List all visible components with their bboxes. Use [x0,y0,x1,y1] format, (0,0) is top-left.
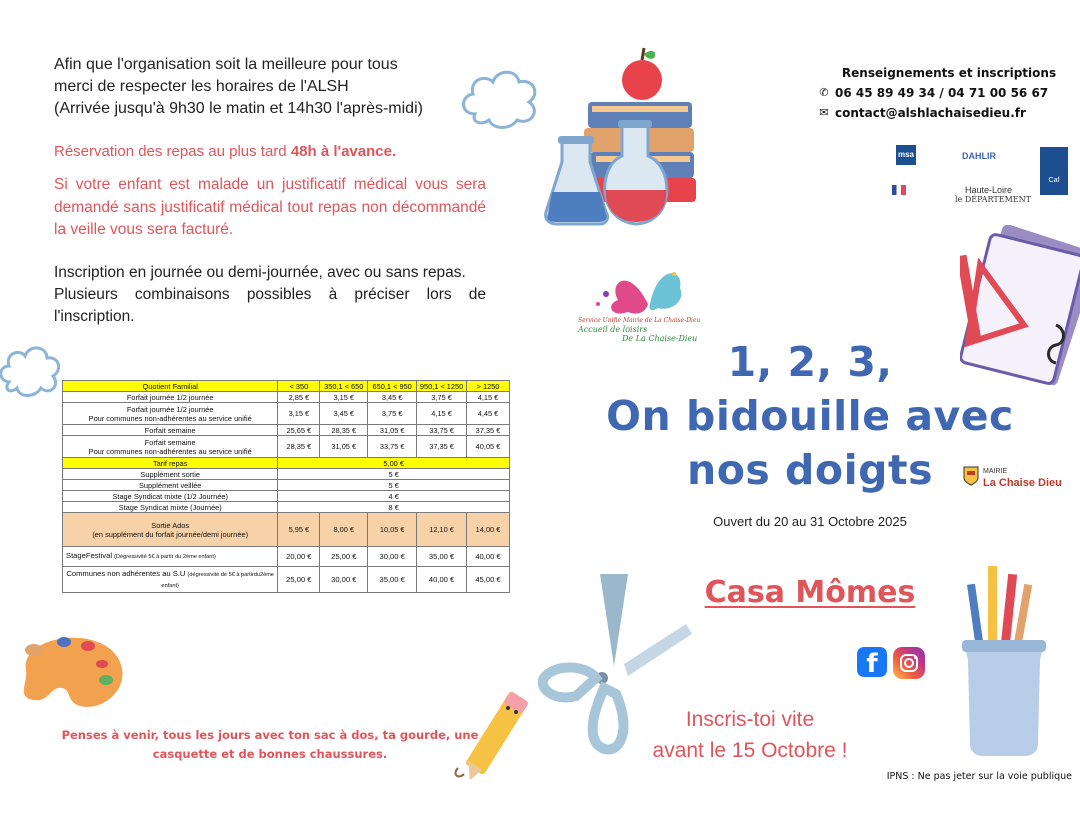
partner-logos [888,143,1073,213]
table-cell: 3,75 € [368,403,417,425]
table-header-row [63,381,510,392]
inscription-line-2: Plusieurs combinaisons possibles à préciser lors de l'inscription. [54,286,486,325]
phone-icon: ✆ [819,86,829,99]
accueil-line-1: Service Unifié Mairie de La Chaise-Dieu [578,317,701,324]
contact-email[interactable]: contact@alshlachaisedieu.fr [835,106,1026,120]
table-header-cell: 950,1 < 1250 [417,381,467,392]
contact-phone[interactable]: 06 45 89 49 34 / 04 71 00 56 67 [835,86,1049,100]
table-row-ados [63,513,510,547]
table-cell: 3,15 € [320,392,368,403]
row-label [63,567,278,593]
table-cell: 37,35 € [467,425,510,436]
dahlir-logo: DAHLIR [962,151,996,161]
row-label: Tarif repas [63,458,278,469]
table-cell: 25,00 € [278,567,320,593]
table-cell: 35,00 € [417,547,467,567]
contact-email-line [818,103,1068,123]
table-row [63,491,510,502]
table-cell: 25,00 € [320,547,368,567]
table-cell: 40,05 € [467,436,510,458]
cloud-doodle-left [0,338,65,402]
table-row [63,392,510,403]
row-label-sub: (en supplément du forfait journée/demi journée) [92,529,249,539]
paint-palette-illustration [6,630,128,712]
title-line-1: 1, 2, 3, [727,338,893,386]
caf-logo: Caf [1040,147,1068,195]
table-cell: 3,75 € [417,392,467,403]
row-label-note: (dégressivité de 5€ à partirdu2ème enfant) [161,571,274,589]
table-cell: 40,00 € [417,567,467,593]
coat-of-arms-icon [963,466,979,486]
row-label-main: Forfait semaine [144,437,196,447]
accueil-line-3: De La Chaise-Dieu [622,334,698,343]
haute-loire-logo: Haute-Loire [965,185,1013,195]
table-cell: 45,00 € [467,567,510,593]
meal-reservation-notice [54,143,486,160]
table-row-festival [63,547,510,567]
table-header-cell: 650,1 < 950 [368,381,417,392]
table-cell: 20,00 € [278,547,320,567]
table-cell: 4 € [278,491,510,502]
register-deadline [620,704,880,766]
row-label-sub: Pour communes non-adhérentes au service unifié [88,446,252,456]
inscription-line-1: Inscription en journée ou demi-journée, avec ou sans repas. [54,264,466,281]
title-line-2: On bidouille avec [606,392,1014,440]
table-cell: 8,00 € [320,513,368,547]
ipns-notice: IPNS : Ne pas jeter sur la voie publique [886,771,1072,782]
envelope-icon: ✉ [819,106,829,119]
table-header-cell: 350,1 < 650 [320,381,368,392]
table-cell: 30,00 € [368,547,417,567]
inscription-info [54,262,486,328]
register-line-2: avant le 15 Octobre ! [652,739,848,762]
register-line-1: Inscris-toi vite [685,708,815,731]
table-cell: 8 € [278,502,510,513]
contact-block [818,63,1068,123]
table-cell: 3,15 € [278,403,320,425]
table-cell: 5,00 € [278,458,510,469]
row-label-main: StageFestival [66,551,113,560]
row-label-sub: Pour communes non-adhérentes au service unifié [88,413,252,423]
row-label-main: Communes non adhérentes au S.U [66,568,186,578]
table-cell: 28,35 € [278,436,320,458]
table-cell: 12,10 € [417,513,467,547]
pencil-cup-illustration [954,560,1054,760]
casa-momes-title: Casa Mômes [704,575,916,610]
reservation-deadline: 48h à l'avance. [290,143,397,160]
table-header-cell: < 350 [278,381,320,392]
table-cell: 5,95 € [278,513,320,547]
accueil-line-2: Accueil de loisirs [578,325,648,334]
row-label: Supplément sortie [63,469,278,480]
table-cell: 28,35 € [320,425,368,436]
row-label: Stage Syndicat mixte (Journée) [63,502,278,513]
departement-logo: le DÉPARTEMENT [955,195,1031,204]
table-row [63,480,510,491]
instagram-icon[interactable] [893,647,925,679]
table-cell: 25,65 € [278,425,320,436]
row-label: Forfait semaine [63,425,278,436]
title-line-3: nos doigts [687,446,933,494]
open-dates: Ouvert du 20 au 31 Octobre 2025 [713,514,907,529]
row-label [63,403,278,425]
row-label [63,513,278,547]
intro-line: (Arrivée jusqu'à 9h30 le matin et 14h30 l'après-midi) [54,100,423,117]
social-links [857,647,925,679]
sick-child-notice: Si votre enfant est malade un justificatif médical vous sera demandé sans justificatif médical tout repas non décommandé la veille vous sera facturé. [54,176,486,238]
table-cell: 5 € [278,480,510,491]
table-cell: 14,00 € [467,513,510,547]
intro-line: Afin que l'organisation soit la meilleure pour tous [54,56,398,73]
table-row [63,425,510,436]
row-label: Forfait journée 1/2 journée [63,392,278,403]
row-label-main: Sortie Ados [151,520,190,530]
row-label-note: (Dégressivité 5€ à partir du 2ème enfant) [114,554,216,560]
table-header-cell: > 1250 [467,381,510,392]
table-cell: 31,05 € [368,425,417,436]
contact-phone-line [818,83,1068,103]
table-row-repas [63,458,510,469]
table-row [63,403,510,425]
table-cell: 37,35 € [417,436,467,458]
row-label: Stage Syndicat mixte (1/2 Journée) [63,491,278,502]
intro-line: merci de respecter les horaires de l'ALSH [54,78,349,95]
table-header-cell: Quotient Familial [63,381,278,392]
mairie-name: La Chaise Dieu [983,477,1062,489]
table-cell: 2,85 € [278,392,320,403]
row-label [63,436,278,458]
table-cell: 30,00 € [320,567,368,593]
table-cell: 40,00 € [467,547,510,567]
row-label-main: Forfait journée 1/2 journée [126,404,214,414]
table-row [63,502,510,513]
intro-text [54,54,484,120]
table-cell: 4,15 € [417,403,467,425]
msa-logo: msa [896,145,916,165]
table-cell: 35,00 € [368,567,417,593]
mairie-small: MAIRIE [983,468,1008,475]
table-cell: 31,05 € [320,436,368,458]
table-row [63,469,510,480]
table-row [63,436,510,458]
table-row-communes [63,567,510,593]
contact-title: Renseignements et inscriptions [841,66,1057,80]
row-label [63,547,278,567]
table-cell: 3,45 € [368,392,417,403]
row-label: Supplément veillée [63,480,278,491]
table-cell: 10,05 € [368,513,417,547]
table-cell: 4,45 € [467,403,510,425]
table-cell: 4,15 € [467,392,510,403]
tariffs-table [62,380,510,593]
books-flasks-illustration [540,44,705,234]
table-cell: 33,75 € [368,436,417,458]
table-cell: 5 € [278,469,510,480]
facebook-icon[interactable]: f [857,647,887,677]
french-flag-icon [892,185,906,195]
table-cell: 33,75 € [417,425,467,436]
table-cell: 3,45 € [320,403,368,425]
reminder-text: Penses à venir, tous les jours avec ton sac à dos, ta gourde, une casquette et de bonnes chaussures. [61,728,479,761]
reservation-prefix: Réservation des repas au plus tard [54,143,291,160]
butterfly-logo [588,264,688,320]
